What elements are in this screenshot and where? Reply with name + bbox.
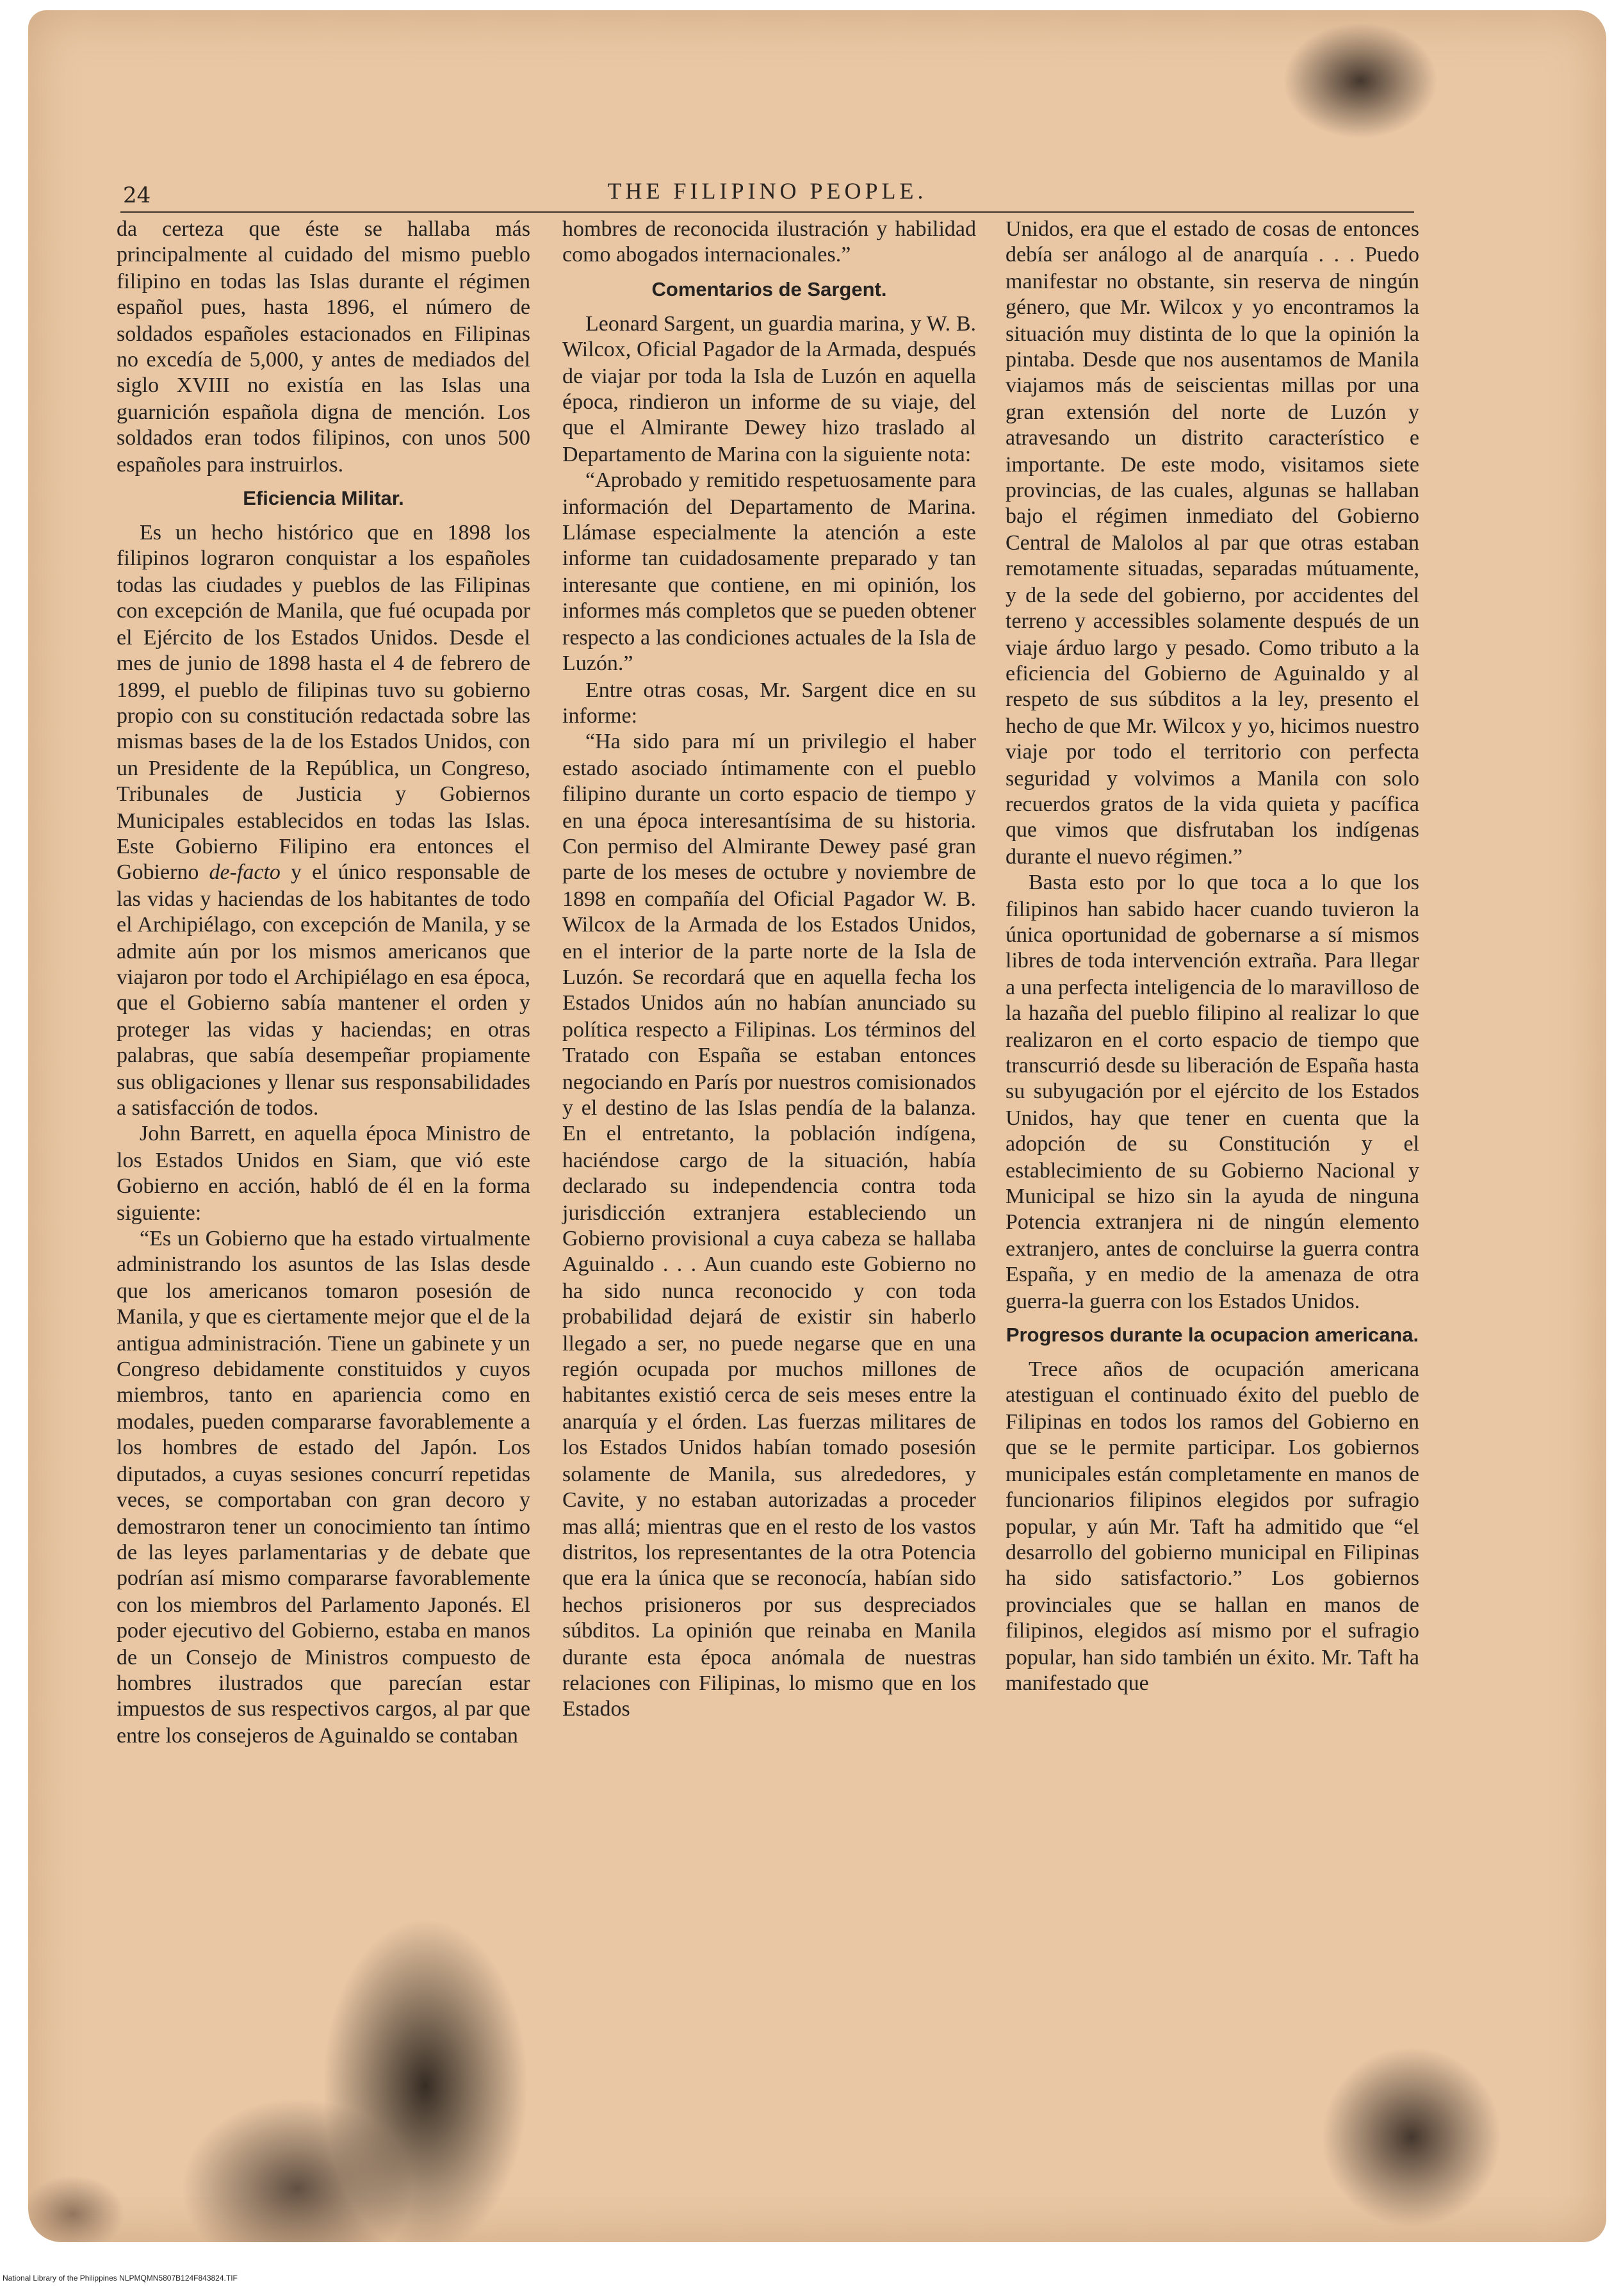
column-3 [1006,217,1419,1697]
section-heading: Eficiencia Militar. [243,488,404,511]
paragraph: Leonard Sargent, un guardia marina, y W. B. Wilcox, Oficial Pagador de la Armada, después de viajar por toda la Isla de Luzón en aquella época, rindieron un informe de su viaje, del que el Almirante Dewey hizo traslado al Departamento de Marina con la siguiente nota: [562,311,976,466]
page-number: 24 [123,183,151,209]
paragraph: John Barrett, en aquella época Ministro de los Estados Unidos en Siam, que vió este Gobierno en acción, habló de él en la forma siguiente: [117,1121,530,1225]
quote-paragraph: “Aprobado y remitido respetuosamente para información del Departamento de Marina. Llámase especialmente la atención a este informe tan cuidadosamente preparado y tan interesante que contiene, en mi opinión, los informes más completos que se pueden obtener respecto a las condiciones actuales de la Isla de Luzón.” [562,468,976,676]
section-heading: Comentarios de Sargent. [651,279,887,301]
column-1 [117,217,530,1749]
column-2 [562,217,976,1723]
paragraph: Basta esto por lo que toca a lo que los filipinos han sabido hacer cuando tuvieron la única oportunidad de gobernarse a sí mismos libres de toda intervención extraña. Para llegar a una perfecta inteligencia de lo maravilloso de la hazaña del pueblo filipino al realizar lo que realizaron en el corto espacio de tiempo que transcurrió desde su liberación de España hasta su subyugación por el ejército de los Estados Unidos, hay que tener en cuenta que la adopción de su Constitución y el establecimiento de su Gobierno Nacional y Municipal se hizo sin la ayuda de ninguna Potencia extranjera ni de ningún elemento extranjero, antes de concluirse la guerra contra España, y en medio de la amenaza de otra guerra-la guerra con los Estados Unidos. [1006,870,1419,1313]
paragraph: hombres de reconocida ilustración y habilidad como abogados internacionales.” [562,217,976,267]
section-heading: Progresos durante la ocupacion americana. [1006,1325,1419,1347]
quote-paragraph: “Es un Gobierno que ha estado virtualmente administrando los asuntos de las Islas desde que los americanos tomaron posesión de Manila, y que es ciertamente mejor que el de la antigua administración. Tiene un gabinete y un Congreso debidamente constituidos y cuyos miembros, tanto en apariencia como en modales, pueden compararse favorablemente a los hombres de estado del Japón. Los diputados, a cuyas sesiones concurrí repetidas veces, se comportaban con gran decoro y demostraron tener un conocimiento tan íntimo de las leyes parlamentarias y de debate que podrían así mismo compararse favorablemente con los miembros del Parlamento Japonés. El poder ejecutivo del Gobierno, estaba en manos de un Consejo de Ministros compuesto de hombres ilustrados que parecían estar impuestos de sus respectivos cargos, al par que entre los consejeros de Aguinaldo se contaban [117,1226,530,1748]
paragraph: da certeza que éste se hallaba más principalmente al cuidado del mismo pueblo filipino en todas las Islas durante el régimen español pues, hasta 1896, el número de soldados españoles estacionados en Filipinas no excedía de 5,000, y antes de mediados del siglo XVIII no existía en las Islas una guarnición española digna de mención. Los soldados eran todos filipinos, con unos 500 españoles para instruirlos. [117,217,530,477]
journal-title: THE FILIPINO PEOPLE. [607,178,927,204]
italic-term: de-facto [209,860,281,885]
running-head [120,178,1414,213]
archive-credit: National Library of the Philippines NLPMQMN5807B124F843824.TIF [3,2276,238,2283]
quote-paragraph: “Ha sido para mí un privilegio el haber estado asociado íntimamente con el pueblo filipino durante un corto espacio de tiempo y en una época interesantísima de su historia. Con permiso del Almirante Dewey pasé gran parte de los meses de octubre y noviembre de 1898 en compañía del Oficial Pagador W. B. Wilcox de la Armada de los Estados Unidos, en el interior de la parte norte de la Isla de Luzón. Se recordará que en aquella fecha los Estados Unidos aún no habían anunciado su política respecto a Filipinas. Los términos del Tratado con España se estaban entonces negociando en París por nuestros comisionados y el destino de las Islas pendía de la balanza. En el entretanto, la población indígena, haciéndose cargo de la situación, había declarado su independencia contra toda jurisdicción extranjera estableciendo un Gobierno provisional a cuya cabeza se hallaba Aguinaldo . . . Aun cuando este Gobierno no ha sido nunca reconocido y con toda probabilidad dejará de existir sin haberlo llegado a ser, no puede negarse que en una región ocupada por muchos millones de habitantes existió cerca de seis meses entre la anarquía y el órden. Las fuerzas militares de los Estados Unidos habían tomado posesión solamente de Manila, sus alrededores, y Cavite, y no estaban autorizadas a proceder mas allá; mientras que en el resto de los vastos distritos, los representantes de la otra Potencia que era la única que se reconocía, habían sido hechos prisioneros por sus despreciados súbditos. La opinión que reinaba en Manila durante esta época anómala de nuestras relaciones con Filipinas, lo mismo que en los Estados [562,729,976,1721]
paragraph: Trece años de ocupación americana atestiguan el continuado éxito del pueblo de Filipinas en todos los ramos del Gobierno en que se le permite participar. Los gobiernos municipales están completamente en manos de funcionarios filipinos elegidos por sufragio popular, y aún Mr. Taft ha admitido que “el desarrollo del gobierno municipal en Filipinas ha sido satisfactorio.” Los gobiernos provinciales que se hallan en manos de filipinos, elegidos así mismo por el sufragio popular, han sido también un éxito. Mr. Taft ha manifestado que [1006,1357,1419,1695]
paragraph: Entre otras cosas, Mr. Sargent dice en su informe: [562,677,976,728]
paragraph: Es un hecho histórico que en 1898 los filipinos lograron conquistar a los españoles todas las ciudades y pueblos de las Filipinas con excepción de Manila, que fué ocupada por el Ejército de los Estados Unidos. Desde el mes de junio de 1898 hasta el 4 de febrero de 1899, el pueblo de filipinas tuvo su gobierno propio con su constitución redactada sobre las mismas bases de la de los Estados Unidos, con un Presidente de la República, un Congreso, Tribunales de Justicia y Gobiernos Municipales establecidos en todas las Islas. Este Gobierno Filipino era entonces el Gobierno de-facto y el único responsable de las vidas y haciendas de los habitantes de todo el Archipiélago, con excepción de Manila, y se admite aún por los mismos americanos que viajaron por todo el Archipiélago en esa época, que el Gobierno sabía mantener el orden y proteger las vidas y haciendas; en otras palabras, que sabía desempeñar propiamente sus obligaciones y llenar sus responsabilidades a satisfacción de todos. [117,520,530,1120]
paragraph: Unidos, era que el estado de cosas de entonces debía ser análogo al de anarquía . . . Puedo manifestar no obstante, sin reserva de ningún género, que Mr. Wilcox y yo encontramos la situación muy distinta de lo que la opinión la pintaba. Desde que nos ausentamos de Manila viajamos más de seiscientas millas por una gran extensión del norte de Luzón y atravesando un distrito característico e importante. De este modo, visitamos siete provincias, de las cuales, algunas se hallaban bajo el régimen inmediato del Gobierno Central de Malolos al par que otras estaban remotamente situadas, separadas mútuamente, y de la sede del gobierno, por accidentes del terreno y accessibles solamente después de un viaje árduo largo y pesado. Como tributo a la eficiencia del Gobierno de Aguinaldo y al respeto de sus súbditos a la ley, presento el hecho de que Mr. Wilcox y yo, hicimos nuestro viaje por todo el territorio con perfecta seguridad y volvimos a Manila con solo recuerdos gratos de la vida quieta y pacífica que vimos que disfrutaban los indígenas durante el nuevo régimen.” [1006,217,1419,869]
